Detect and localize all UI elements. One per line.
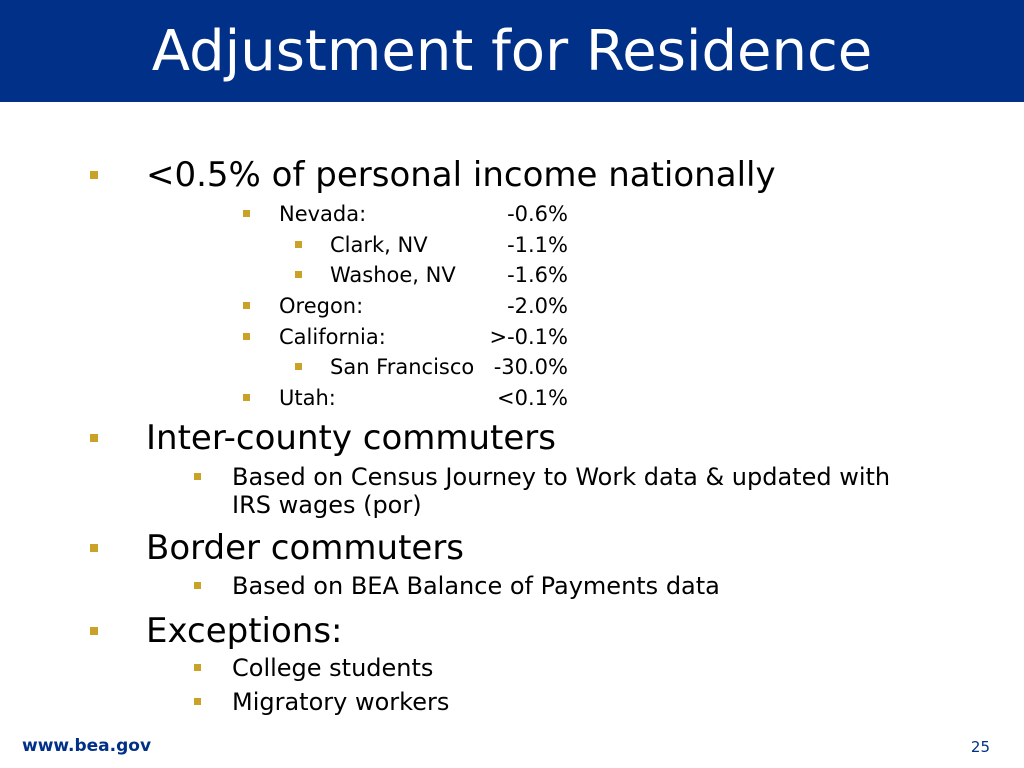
bullet-marker — [90, 544, 98, 552]
title-bar — [0, 0, 1024, 102]
bullet-border: Border commuters — [146, 528, 465, 568]
item-sanfrancisco-label: San Francisco — [330, 355, 475, 379]
bullet-marker — [243, 333, 250, 340]
item-oregon-value: -2.0% — [507, 294, 568, 318]
item-washoe-label: Washoe, NV — [330, 263, 456, 287]
item-california-label: California: — [279, 325, 386, 349]
item-census-line1: Based on Census Journey to Work data & updated with — [232, 463, 891, 491]
bullet-marker — [295, 271, 302, 278]
item-sanfrancisco-value: -30.0% — [493, 355, 568, 379]
bullet-marker — [295, 363, 302, 370]
bullet-intercounty: Inter-county commuters — [146, 418, 556, 458]
page-number: 25 — [970, 738, 990, 756]
item-college: College students — [232, 654, 434, 682]
bullet-marker — [243, 394, 250, 401]
footer-url[interactable]: www.bea.gov — [22, 736, 152, 756]
item-clark-label: Clark, NV — [330, 233, 428, 257]
bullet-marker — [194, 664, 201, 671]
item-nevada-label: Nevada: — [279, 202, 367, 226]
item-washoe-value: -1.6% — [507, 263, 568, 287]
bullet-marker — [243, 302, 250, 309]
bullet-exceptions: Exceptions: — [146, 611, 343, 651]
bullet-marker — [295, 241, 302, 248]
item-california-value: >-0.1% — [489, 325, 568, 349]
item-bea-bop: Based on BEA Balance of Payments data — [232, 572, 720, 600]
item-utah-value: <0.1% — [497, 386, 568, 410]
bullet-marker — [90, 434, 98, 442]
item-migratory: Migratory workers — [232, 688, 450, 716]
item-nevada-value: -0.6% — [507, 202, 568, 226]
bullet-national: <0.5% of personal income nationally — [146, 155, 776, 195]
item-oregon-label: Oregon: — [279, 294, 364, 318]
bullet-marker — [90, 627, 98, 635]
bullet-marker — [194, 582, 201, 589]
slide-title: Adjustment for Residence — [151, 19, 873, 84]
item-clark-value: -1.1% — [507, 233, 568, 257]
item-utah-label: Utah: — [279, 386, 336, 410]
bullet-marker — [194, 698, 201, 705]
bullet-marker — [243, 210, 250, 217]
bullet-marker — [194, 473, 201, 480]
bullet-marker — [90, 171, 98, 179]
item-census-line2: IRS wages (por) — [232, 491, 422, 519]
